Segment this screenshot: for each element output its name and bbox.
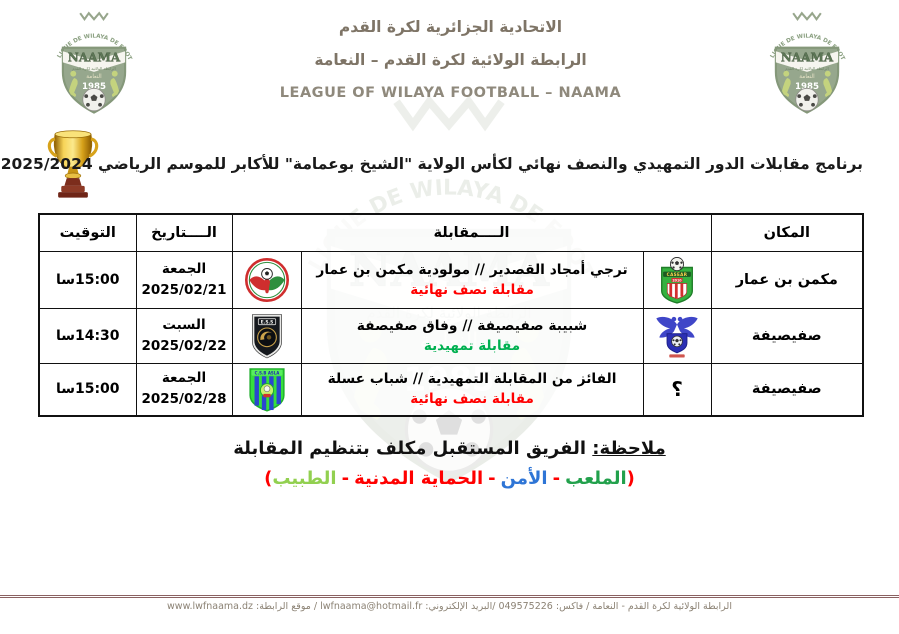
note-item-civil-protection: الحماية المدنية: [354, 468, 484, 489]
team2-logo-cell: [232, 251, 301, 308]
match-date: 2025/02/21: [141, 281, 227, 298]
time-cell: 14:30سا: [39, 308, 136, 363]
note-separator: -: [552, 468, 561, 489]
page-title: برنامج مقابلات الدور التمهيدي والنصف نهائي لكأس الولاية "الشيخ بوعمامة" للأكابر للموسم الرياضي 2025/2024: [0, 155, 863, 173]
match-type: مقابلة نصف نهائية: [410, 281, 534, 298]
team1-logo-cell: [643, 308, 711, 363]
note-item-doctor: الطبيب: [272, 468, 337, 489]
federation-title: الاتحادية الجزائرية لكرة القدم: [338, 18, 563, 36]
match-cell: [301, 363, 643, 416]
place-cell: صفيصيفة: [711, 363, 863, 416]
header-match: الــــمقابلة: [232, 214, 711, 251]
footer-contact: الرابطة الولائية لكرة القدم - النعامة / فاكس: 049575226 /البريد الإلكتروني: lwfnaama@hotmail.fr / موقع الرابطة: www.lwfnaama.dz: [167, 601, 732, 612]
date-cell: [136, 308, 232, 363]
team2-logo-cell: [232, 308, 301, 363]
match-cell: [301, 308, 643, 363]
team2-logo-cell: [232, 363, 301, 416]
header-date: الــــتاريخ: [136, 214, 232, 251]
casear-club-logo: [656, 255, 698, 305]
note-line2: [0, 468, 899, 489]
table-row: [39, 363, 863, 416]
header-time: التوقيت: [39, 214, 136, 251]
header-place: المكان: [711, 214, 863, 251]
csb-asla-club-logo: [245, 366, 289, 413]
place-cell: صفيصيفة: [711, 308, 863, 363]
jss-club-logo: [654, 312, 700, 360]
note-label: ملاحظة:: [592, 438, 666, 459]
match-date: 2025/02/22: [141, 337, 227, 354]
title-row: [0, 126, 863, 202]
time-cell: 15:00سا: [39, 363, 136, 416]
match-day: الجمعة: [161, 370, 207, 387]
note-section: [0, 438, 899, 489]
match-day: السبت: [162, 316, 206, 333]
note-line1: [0, 438, 899, 459]
header: [0, 8, 899, 126]
date-cell: [136, 363, 232, 416]
note-text: الفريق المستقبل مكلف بتنظيم المقابلة: [233, 438, 593, 459]
date-cell: [136, 251, 232, 308]
note-paren-open: (: [626, 468, 635, 489]
note-separator: -: [488, 468, 496, 489]
note-paren-close: ): [264, 468, 273, 489]
ess-club-logo: [247, 311, 287, 361]
match-type: مقابلة تمهيدية: [423, 337, 521, 354]
note-item-stadium: الملعب: [565, 468, 627, 489]
league-title: الرابطة الولائية لكرة القدم – النعامة: [314, 50, 587, 69]
league-badge-icon: [755, 8, 859, 116]
table-row: [39, 251, 863, 308]
cmba-club-logo: [244, 257, 290, 303]
team1-unknown-cell: ؟: [643, 363, 711, 416]
header-titles: [146, 8, 755, 101]
table-header-row: [39, 214, 863, 251]
match-teams: ترجي أمجاد القصدير // مولودية مكمن بن عمار: [316, 261, 628, 278]
schedule-table: [38, 213, 864, 417]
match-day: الجمعة: [161, 260, 207, 277]
time-cell: 15:00سا: [39, 251, 136, 308]
match-teams: الفائز من المقابلة التمهيدية // شباب عسلة: [327, 371, 617, 387]
match-type: مقابلة نصف نهائية: [410, 391, 534, 407]
league-title-en: LEAGUE OF WILAYA FOOTBALL – NAAMA: [279, 85, 622, 101]
match-teams: شبيبة صفيصيفة // وفاق صفيصفة: [356, 317, 588, 334]
match-cell: [301, 251, 643, 308]
note-separator: -: [341, 468, 350, 489]
team1-logo-cell: [643, 251, 711, 308]
footer-divider: [0, 595, 899, 598]
table-row: [39, 308, 863, 363]
place-cell: مكمن بن عمار: [711, 251, 863, 308]
note-item-security: الأمن: [500, 468, 548, 489]
league-badge-icon: [42, 8, 146, 116]
match-date: 2025/02/28: [141, 391, 227, 407]
